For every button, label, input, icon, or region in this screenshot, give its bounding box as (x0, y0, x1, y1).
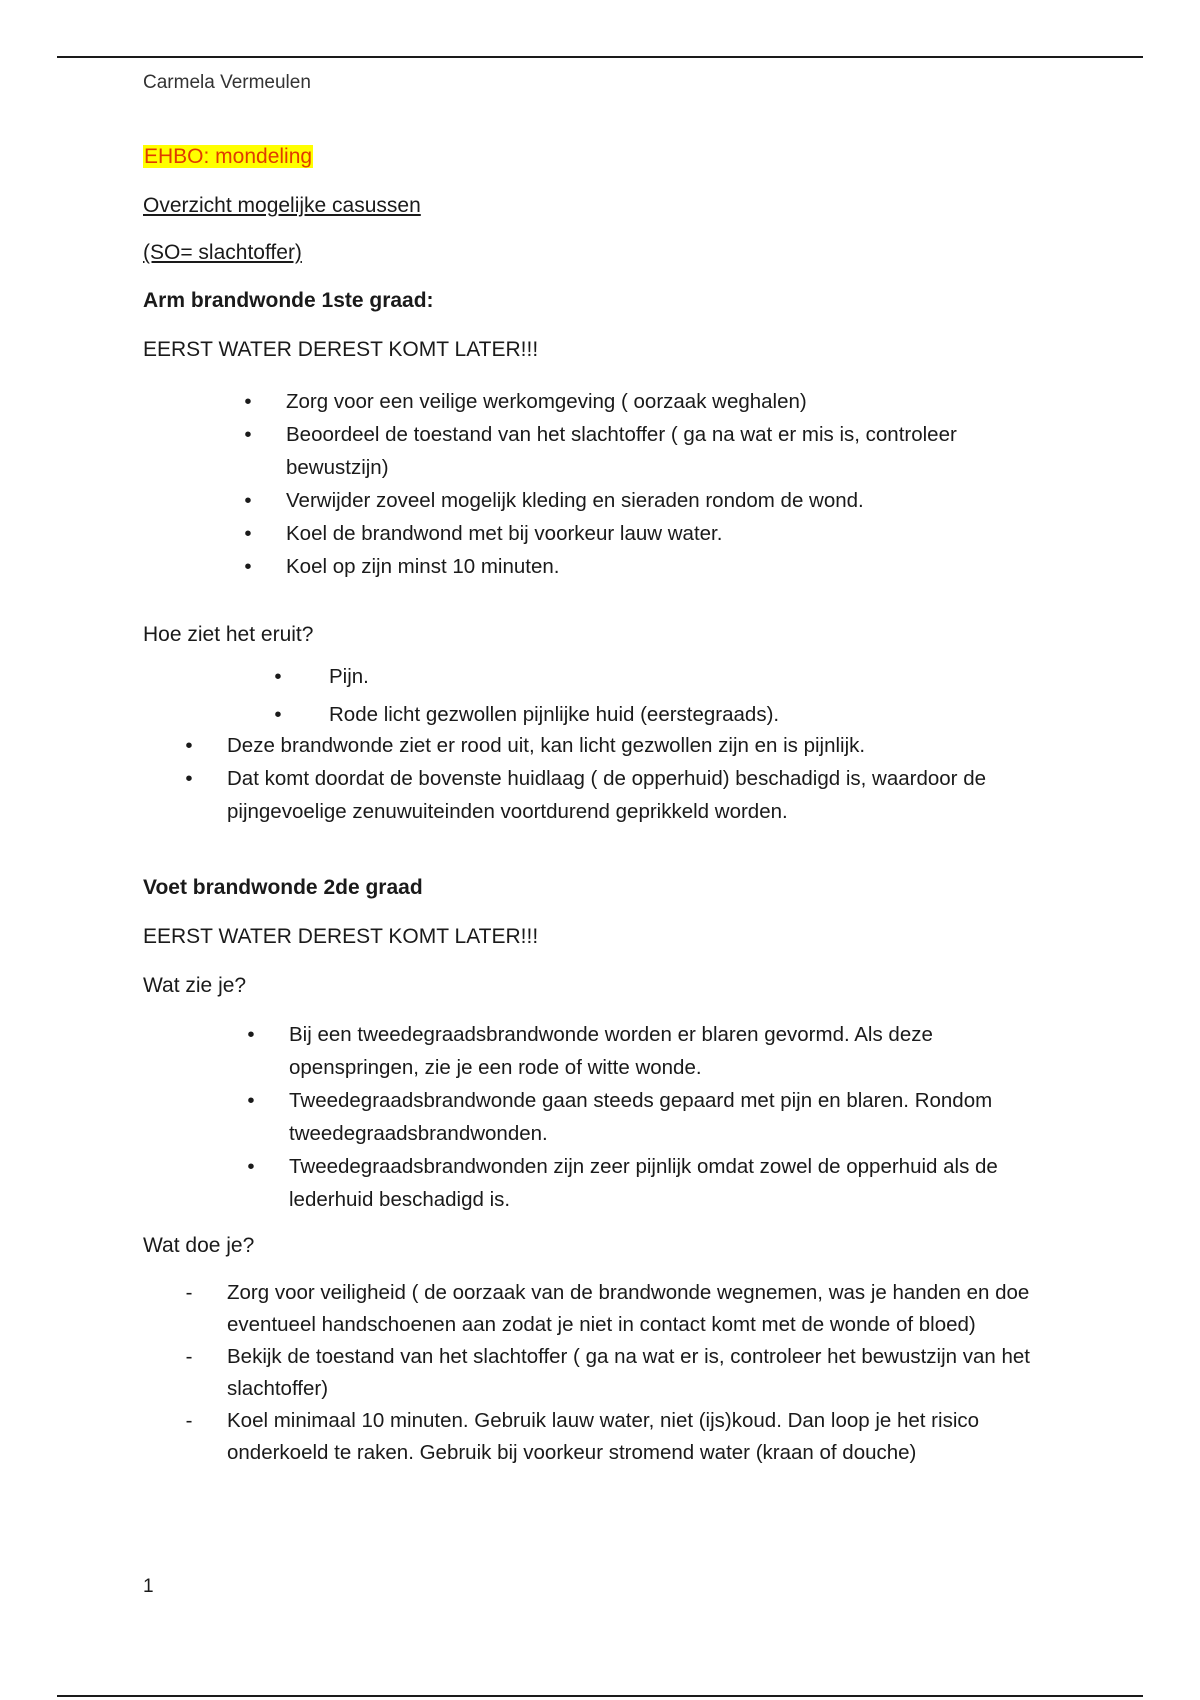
list-item (243, 484, 1003, 517)
list-item (243, 1084, 1003, 1150)
list-item-text: Bekijk de toestand van het slachtoffer ( ga na wat er is, controleer het bewustzijn van het slachtoffer) (227, 1345, 1030, 1400)
section1-heading: Arm brandwonde 1ste graad: (143, 289, 434, 312)
list-item (185, 1277, 1035, 1341)
dash-marker: - (185, 1281, 193, 1304)
list-item (243, 385, 1003, 418)
abbreviation-note: (SO= slachtoffer) (143, 241, 302, 264)
list-item-text: Tweedegraadsbrandwonde gaan steeds gepaard met pijn en blaren. Rondom tweedegraadsbrandwonden. (289, 1089, 993, 1145)
dash-marker: - (185, 1409, 193, 1432)
header-rule (57, 56, 1143, 58)
list-item (243, 418, 1003, 484)
section1-steps-list (243, 385, 1003, 583)
list-item-text: Deze brandwonde ziet er rood uit, kan licht gezwollen zijn en is pijnlijk. (227, 734, 866, 757)
bullet-marker: • (244, 423, 252, 446)
list-item (185, 1405, 1035, 1469)
document-author: Carmela Vermeulen (143, 72, 311, 93)
bullet-marker: • (244, 390, 252, 413)
bullet-marker: • (247, 1089, 255, 1112)
document-title: EHBO: mondeling (144, 145, 313, 168)
section1-explanation-list (185, 729, 1035, 828)
bullet-marker: • (244, 522, 252, 545)
document-title-line (143, 145, 313, 169)
section1-question: Hoe ziet het eruit? (143, 623, 314, 646)
section2-question-see: Wat zie je? (143, 974, 247, 997)
bullet-marker: • (274, 703, 282, 726)
section1-warning: EERST WATER DEREST KOMT LATER!!! (143, 338, 539, 361)
bullet-marker: • (185, 734, 193, 757)
list-item-text: Verwijder zoveel mogelijk kleding en sieraden rondom de wond. (286, 489, 864, 512)
list-item (185, 729, 1035, 762)
section2-observations-list (243, 1018, 1003, 1216)
list-item-text: Dat komt doordat de bovenste huidlaag ( de opperhuid) beschadigd is, waardoor de pijngevoelige zenuwuiteinden voortdurend geprikkeld worden. (227, 767, 986, 823)
list-item (243, 517, 1003, 550)
list-item-text: Tweedegraadsbrandwonden zijn zeer pijnlijk omdat zowel de opperhuid als de lederhuid beschadigd is. (289, 1155, 998, 1211)
footer-rule (57, 1695, 1143, 1697)
list-item-text: Bij een tweedegraadsbrandwonde worden er blaren gevormd. Als deze openspringen, zie je een rode of witte wonde. (289, 1023, 933, 1079)
list-item-text: Zorg voor veiligheid ( de oorzaak van de brandwonde wegnemen, was je handen en doe eventueel handschoenen aan zodat je niet in contact komt met de wonde of bloed) (227, 1281, 1030, 1336)
list-item-text: Pijn. (329, 665, 369, 688)
bullet-marker: • (247, 1155, 255, 1178)
section1-symptoms-list (273, 658, 1033, 734)
list-item (185, 1341, 1035, 1405)
list-item-text: Koel op zijn minst 10 minuten. (286, 555, 560, 578)
section2-heading: Voet brandwonde 2de graad (143, 876, 423, 899)
bullet-marker: • (274, 665, 282, 688)
document-subtitle: Overzicht mogelijke casussen (143, 194, 421, 217)
bullet-marker: • (244, 489, 252, 512)
bullet-marker: • (247, 1023, 255, 1046)
list-item-text: Beoordeel de toestand van het slachtoffer ( ga na wat er mis is, controleer bewustzijn) (286, 423, 957, 479)
list-item-text: Zorg voor een veilige werkomgeving ( oorzaak weghalen) (286, 390, 807, 413)
page-number: 1 (143, 1576, 154, 1597)
bullet-marker: • (244, 555, 252, 578)
list-item (243, 550, 1003, 583)
list-item-text: Rode licht gezwollen pijnlijke huid (eerstegraads). (329, 703, 780, 726)
section2-warning: EERST WATER DEREST KOMT LATER!!! (143, 925, 539, 948)
list-item-text: Koel minimaal 10 minuten. Gebruik lauw water, niet (ijs)koud. Dan loop je het risico onderkoeld te raken. Gebruik bij voorkeur stromend water (kraan of douche) (227, 1409, 980, 1464)
dash-marker: - (185, 1345, 193, 1368)
section2-question-do: Wat doe je? (143, 1234, 255, 1257)
list-item (243, 1150, 1003, 1216)
section2-actions-list (185, 1277, 1035, 1469)
list-item (243, 1018, 1003, 1084)
list-item (185, 762, 1035, 828)
bullet-marker: • (185, 767, 193, 790)
list-item-text: Koel de brandwond met bij voorkeur lauw water. (286, 522, 723, 545)
list-item (273, 658, 1033, 696)
